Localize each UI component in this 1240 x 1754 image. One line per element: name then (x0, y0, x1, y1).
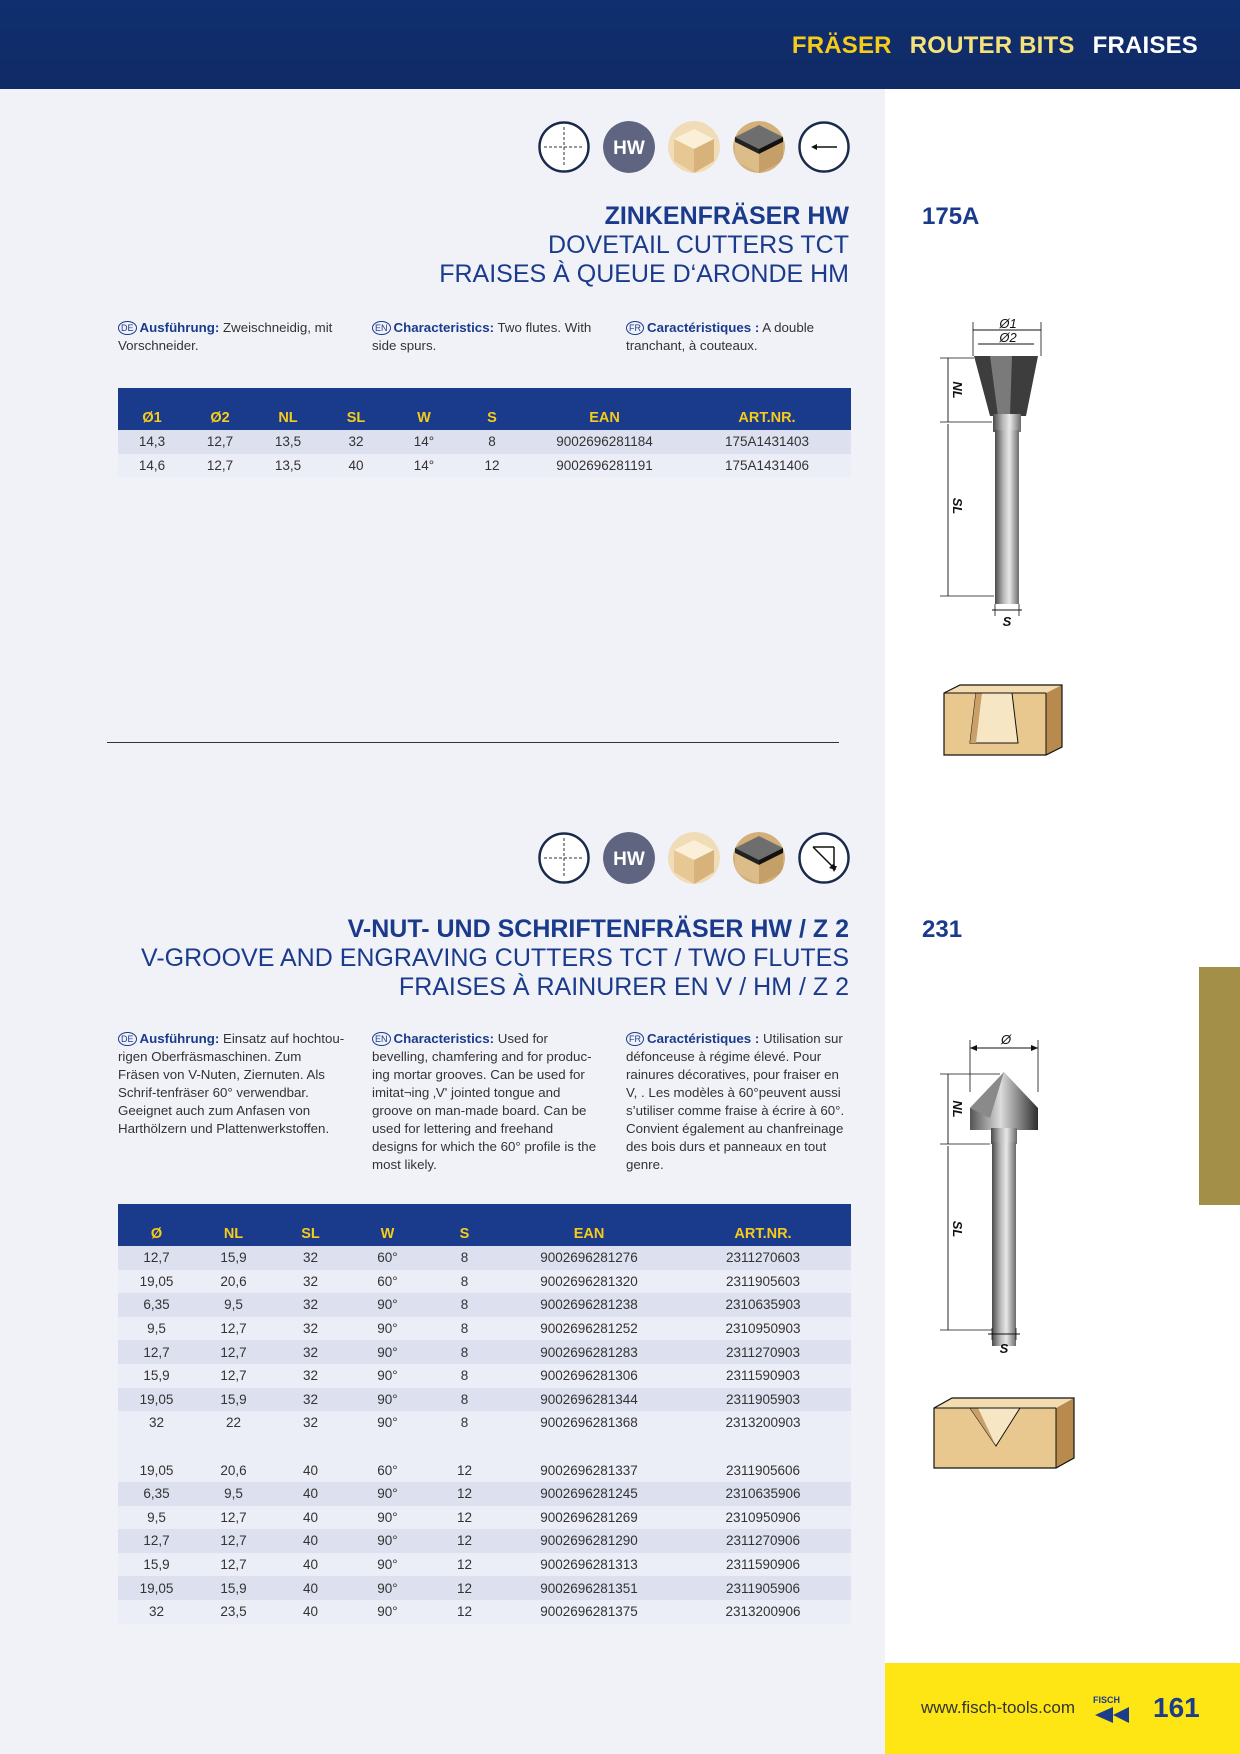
table-cell: 90° (349, 1340, 426, 1364)
table-cell: 19,05 (118, 1458, 195, 1482)
table-cell: 9002696281238 (503, 1293, 675, 1317)
table-row (118, 1388, 851, 1412)
category-de: FRÄSER (791, 32, 892, 59)
table-cell: 9002696281283 (503, 1340, 675, 1364)
table-row (118, 1482, 851, 1506)
table-cell: 2310635903 (675, 1293, 851, 1317)
table-cell: 12 (426, 1529, 503, 1553)
centering-icon (538, 832, 590, 884)
section2-article-code: 231 (922, 916, 963, 943)
col-header-w: W (390, 388, 458, 430)
col-header-d1: Ø1 (118, 388, 186, 430)
section1-title-en: DOVETAIL CUTTERS TCT (548, 231, 849, 259)
table-cell: 13,5 (254, 430, 322, 454)
section1-spec-table (118, 388, 851, 477)
table-cell: 15,9 (118, 1553, 195, 1577)
label-s: S (1002, 614, 1012, 629)
table-row (118, 1553, 851, 1577)
category-fr: FRAISES (1092, 32, 1198, 59)
table-cell: 32 (272, 1340, 349, 1364)
table-cell: 9002696281320 (503, 1270, 675, 1294)
table-cell (195, 1435, 272, 1459)
table-cell (349, 1435, 426, 1459)
table-cell: 12,7 (195, 1317, 272, 1341)
table-cell: 2311905606 (675, 1458, 851, 1482)
table-cell: 2310950903 (675, 1317, 851, 1341)
table-cell: 90° (349, 1600, 426, 1624)
page-number: 161 (1153, 1692, 1200, 1723)
plunge-feed-icon (798, 832, 850, 884)
table-cell: 8 (426, 1293, 503, 1317)
table-cell: 9002696281344 (503, 1388, 675, 1412)
table-cell: 40 (272, 1506, 349, 1530)
table-cell: 90° (349, 1529, 426, 1553)
table-cell: 32 (272, 1411, 349, 1435)
table-cell: 9002696281351 (503, 1576, 675, 1600)
table-cell: 12 (458, 454, 526, 478)
table-cell: 40 (272, 1482, 349, 1506)
section2-title-de: V-NUT- UND SCHRIFTENFRÄSER HW / Z 2 (347, 915, 849, 943)
section1-desc-fr: FR Caractéristiques : A double tranchant, à couteaux. (626, 320, 815, 353)
hw-carbide-icon (603, 832, 655, 884)
table-cell: 9002696281245 (503, 1482, 675, 1506)
table-cell: 32 (272, 1388, 349, 1412)
table-cell: 8 (426, 1388, 503, 1412)
table-cell: 2311270603 (675, 1246, 851, 1270)
section2-tool-drawing (930, 1030, 1060, 1360)
table-cell: 12,7 (195, 1364, 272, 1388)
table-cell: 23,5 (195, 1600, 272, 1624)
table-cell: 12,7 (186, 430, 254, 454)
table-cell: 8 (426, 1270, 503, 1294)
table-cell: 60° (349, 1246, 426, 1270)
table-cell: 15,9 (118, 1364, 195, 1388)
table-cell: 9002696281269 (503, 1506, 675, 1530)
table-cell: 2313200903 (675, 1411, 851, 1435)
table-cell: 32 (322, 430, 390, 454)
table-cell: 40 (272, 1600, 349, 1624)
table-cell: 12 (426, 1576, 503, 1600)
table-cell: 14° (390, 454, 458, 478)
centering-icon (538, 121, 590, 173)
table-cell: 32 (272, 1317, 349, 1341)
table-cell: 15,9 (195, 1388, 272, 1412)
table-cell: 9002696281375 (503, 1600, 675, 1624)
table-cell: 14,6 (118, 454, 186, 478)
section2-title-fr: FRAISES À RAINURER EN V / HM / Z 2 (398, 973, 849, 1001)
table-cell: 19,05 (118, 1270, 195, 1294)
table-cell (272, 1435, 349, 1459)
label-d: Ø (1000, 1032, 1012, 1047)
table-cell: 12 (426, 1458, 503, 1482)
table-cell: 32 (118, 1600, 195, 1624)
table-cell: 90° (349, 1317, 426, 1341)
col-header-s: S (458, 388, 526, 430)
table-cell: 2311590903 (675, 1364, 851, 1388)
table-cell: 32 (272, 1270, 349, 1294)
table-cell: 32 (118, 1411, 195, 1435)
section1-groove-illustration (942, 683, 1064, 757)
table-cell: 9002696281368 (503, 1411, 675, 1435)
table-cell: 12,7 (195, 1529, 272, 1553)
table-cell: 2311905903 (675, 1388, 851, 1412)
table-cell: 19,05 (118, 1388, 195, 1412)
table-row (118, 1411, 851, 1435)
label-nl: NL (950, 381, 965, 399)
col-header-ean: EAN (503, 1204, 675, 1246)
table-cell (118, 1435, 195, 1459)
table-cell: 90° (349, 1364, 426, 1388)
table-cell: 9,5 (118, 1506, 195, 1530)
table-cell: 9002696281252 (503, 1317, 675, 1341)
col-header-d2: Ø2 (186, 388, 254, 430)
section1-title-de: ZINKENFRÄSER HW (604, 202, 849, 230)
table-cell: 40 (272, 1576, 349, 1600)
table-cell: 13,5 (254, 454, 322, 478)
table-cell: 90° (349, 1293, 426, 1317)
table-cell: 12 (426, 1506, 503, 1530)
section1-title (439, 202, 849, 289)
table-cell: 20,6 (195, 1458, 272, 1482)
section2-desc-en: EN Characteristics: Used for bevelling, chamfering and for produc-ing mortar grooves. Can be used for imitat¬ing ‚V' jointed tongue and groove on man-made board. Can be used for lettering and freehand designs for which the 60° profile is the most likely. (372, 1031, 597, 1172)
table-cell: 9002696281337 (503, 1458, 675, 1482)
table-cell: 2311905906 (675, 1576, 851, 1600)
feed-direction-left-icon (798, 121, 850, 173)
table-cell: 60° (349, 1458, 426, 1482)
label-sl: SL (950, 497, 965, 515)
table-cell: 12,7 (195, 1553, 272, 1577)
table-cell: 9002696281290 (503, 1529, 675, 1553)
table-row (118, 1506, 851, 1530)
label-d2: Ø2 (999, 330, 1017, 345)
table-cell (503, 1435, 675, 1459)
table-cell: 9,5 (195, 1482, 272, 1506)
col-header-d: Ø (118, 1204, 195, 1246)
table-row (118, 1270, 851, 1294)
table-cell (426, 1435, 503, 1459)
table-cell: 32 (272, 1293, 349, 1317)
table-cell: 2310950906 (675, 1506, 851, 1530)
table-cell (675, 1435, 851, 1459)
table-cell: 9002696281276 (503, 1246, 675, 1270)
table-cell: 12,7 (195, 1340, 272, 1364)
table-cell: 90° (349, 1482, 426, 1506)
table-cell: 9,5 (195, 1293, 272, 1317)
section1-desc-en: EN Characteristics: Two flutes. With side spurs. (372, 320, 592, 353)
table-cell: 9,5 (118, 1317, 195, 1341)
table-cell: 175A1431403 (683, 430, 851, 454)
table-cell: 15,9 (195, 1576, 272, 1600)
table-cell: 15,9 (195, 1246, 272, 1270)
table-cell: 90° (349, 1388, 426, 1412)
section2-groove-illustration (932, 1396, 1077, 1470)
section1-title-fr: FRAISES À QUEUE D‘ARONDE HM (439, 260, 849, 288)
table-cell: 12,7 (118, 1529, 195, 1553)
table-cell: 40 (322, 454, 390, 478)
section2-title-en: V-GROOVE AND ENGRAVING CUTTERS TCT / TWO FLUTES (141, 944, 849, 972)
table-cell: 8 (426, 1317, 503, 1341)
col-header-artnr: ART.NR. (683, 388, 851, 430)
section-divider (107, 742, 839, 743)
col-header-sl: SL (272, 1204, 349, 1246)
table-cell: 175A1431406 (683, 454, 851, 478)
table-cell: 14° (390, 430, 458, 454)
table-cell: 60° (349, 1270, 426, 1294)
table-row (118, 1246, 851, 1270)
category-en: ROUTER BITS (909, 32, 1075, 59)
table-cell: 90° (349, 1553, 426, 1577)
table-cell: 90° (349, 1411, 426, 1435)
table-row (118, 1317, 851, 1341)
table-cell: 12 (426, 1553, 503, 1577)
section2-desc-fr: FR Caractéristiques : Utilisation sur défonceuse à régime élevé. Pour rainures décoratives, pour fraiser en V, . Les modèles à 60°peuvent aussi s’utiliser comme fraise à écrire à 60°. Convient également au chanfreinage des bois durs et panneaux en tout genre. (626, 1031, 845, 1172)
table-cell: 19,05 (118, 1576, 195, 1600)
label-nl: NL (950, 1100, 965, 1118)
col-header-nl: NL (254, 388, 322, 430)
table-cell: 6,35 (118, 1482, 195, 1506)
table-cell: 9002696281313 (503, 1553, 675, 1577)
table-cell: 14,3 (118, 430, 186, 454)
table-header-row (118, 1204, 851, 1246)
website-link[interactable]: www.fisch-tools.com (921, 1698, 1075, 1717)
table-cell: 90° (349, 1506, 426, 1530)
section1-desc-de: DE Ausführung: Zweischneidig, mit Vorschneider. (118, 320, 333, 353)
laminated-board-icon (733, 832, 785, 884)
table-row (118, 1435, 851, 1459)
table-cell: 20,6 (195, 1270, 272, 1294)
fisch-logo-icon (1091, 1693, 1135, 1727)
table-cell: 2311270903 (675, 1340, 851, 1364)
hw-label: HW (613, 138, 645, 159)
table-row (118, 454, 851, 478)
col-header-ean: EAN (526, 388, 683, 430)
table-cell: 12 (426, 1600, 503, 1624)
table-cell: 2310635906 (675, 1482, 851, 1506)
table-cell: 9002696281191 (526, 454, 683, 478)
label-sl: SL (950, 1220, 965, 1238)
hw-carbide-icon (603, 121, 655, 173)
table-cell: 12,7 (118, 1340, 195, 1364)
col-header-w: W (349, 1204, 426, 1246)
section1-tool-drawing (930, 318, 1060, 630)
label-d1: Ø1 (999, 318, 1017, 331)
col-header-sl: SL (322, 388, 390, 430)
hw-label: HW (613, 849, 645, 870)
table-cell: 12,7 (118, 1246, 195, 1270)
logo-text: FISCH (1093, 1695, 1120, 1705)
section2-desc-de: DE Ausführung: Einsatz auf hochtou-rigen Oberfräsmaschinen. Zum Fräsen von V-Nuten, Ziernuten. Als Schrif-tenfräser 60° verwendbar. Geeignet auch zum Anfasen von Harthölzern und Plattenwerkstoffen. (118, 1031, 345, 1136)
table-row (118, 430, 851, 454)
softwood-icon (668, 832, 720, 884)
table-cell: 12 (426, 1482, 503, 1506)
table-cell: 90° (349, 1576, 426, 1600)
table-cell: 32 (272, 1364, 349, 1388)
table-cell: 32 (272, 1246, 349, 1270)
table-cell: 12,7 (195, 1506, 272, 1530)
section1-property-icons (538, 121, 850, 173)
table-row (118, 1600, 851, 1624)
page-footer (885, 1663, 1240, 1754)
table-cell: 40 (272, 1529, 349, 1553)
table-header-row (118, 388, 851, 430)
table-cell: 6,35 (118, 1293, 195, 1317)
table-cell: 8 (426, 1246, 503, 1270)
table-cell: 9002696281184 (526, 430, 683, 454)
softwood-icon (668, 121, 720, 173)
table-row (118, 1529, 851, 1553)
table-cell: 2311590906 (675, 1553, 851, 1577)
table-row (118, 1293, 851, 1317)
col-header-nl: NL (195, 1204, 272, 1246)
table-row (118, 1364, 851, 1388)
laminated-board-icon (733, 121, 785, 173)
table-cell: 8 (426, 1340, 503, 1364)
table-cell: 8 (458, 430, 526, 454)
table-row (118, 1340, 851, 1364)
table-cell: 8 (426, 1364, 503, 1388)
table-cell: 12,7 (186, 454, 254, 478)
table-cell: 40 (272, 1553, 349, 1577)
section2-property-icons (538, 832, 850, 884)
table-cell: 2311905603 (675, 1270, 851, 1294)
section-tab-marker (1199, 967, 1240, 1205)
table-cell: 22 (195, 1411, 272, 1435)
category-header (0, 0, 1240, 89)
table-cell: 8 (426, 1411, 503, 1435)
table-cell: 2313200906 (675, 1600, 851, 1624)
label-s: S (999, 1341, 1009, 1356)
section2-title (141, 915, 849, 1002)
table-row (118, 1458, 851, 1482)
col-header-s: S (426, 1204, 503, 1246)
table-cell: 2311270906 (675, 1529, 851, 1553)
col-header-artnr: ART.NR. (675, 1204, 851, 1246)
category-titles (774, 32, 1198, 60)
section1-article-code: 175A (922, 203, 980, 230)
table-cell: 40 (272, 1458, 349, 1482)
table-row (118, 1576, 851, 1600)
table-cell: 9002696281306 (503, 1364, 675, 1388)
section2-spec-table (118, 1204, 851, 1624)
